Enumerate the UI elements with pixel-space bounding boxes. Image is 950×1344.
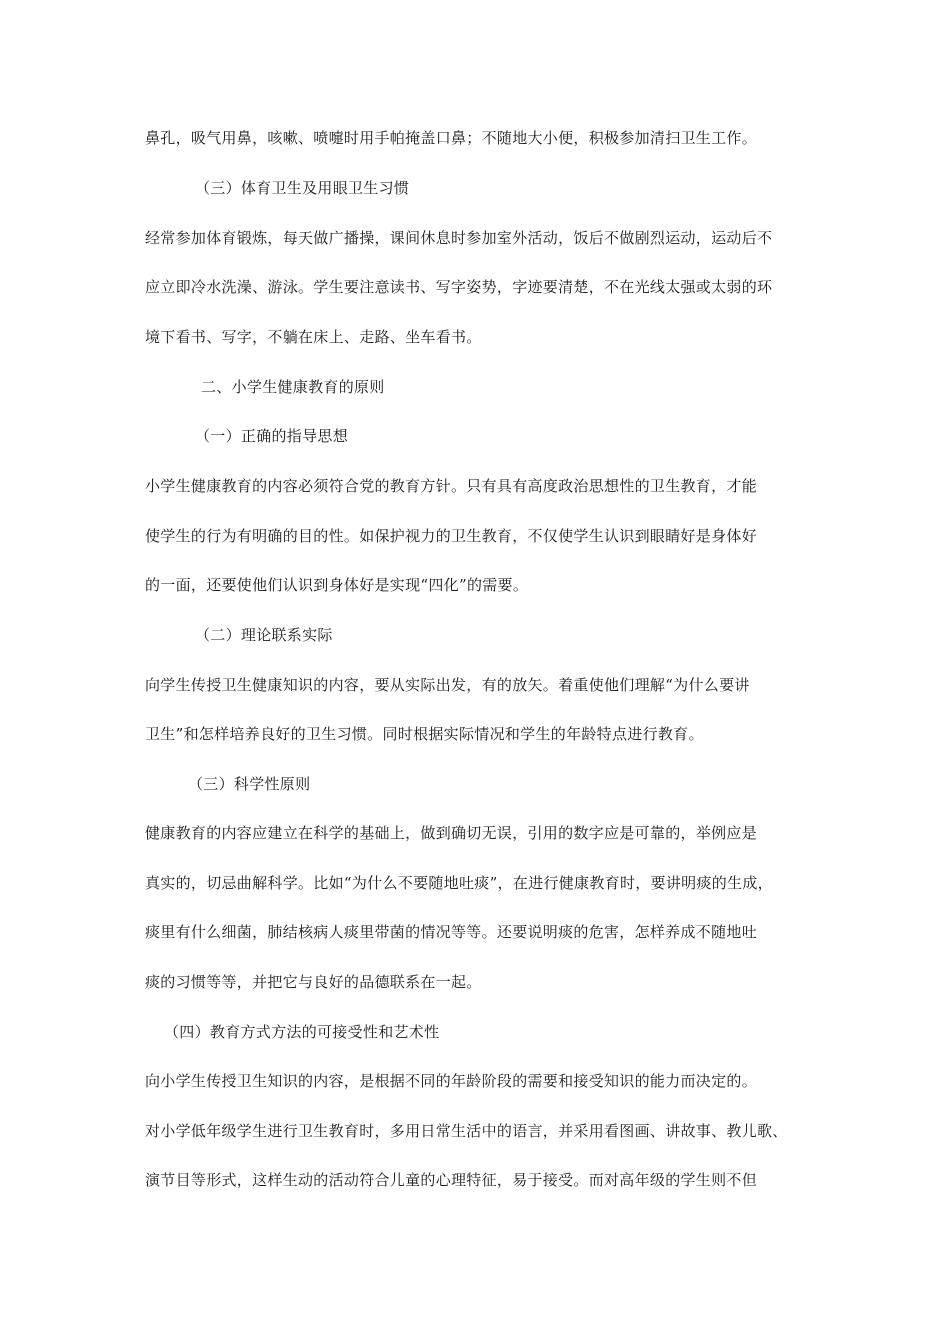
subsection-heading: （一）正确的指导思想 <box>195 427 349 445</box>
body-text-line: 鼻孔，吸气用鼻，咳嗽、喷嚏时用手帕掩盖口鼻；不随地大小便，积极参加清扫卫生工作。 <box>145 129 758 147</box>
body-text-line: 向学生传授卫生健康知识的内容，要从实际出发，有的放矢。着重使他们理解“为什么要讲 <box>145 676 750 694</box>
body-text-line: 痰的习惯等等，并把它与良好的品德联系在一起。 <box>145 973 482 991</box>
body-text-line: 经常参加体育锻炼，每天做广播操，课间休息时参加室外活动，饭后不做剧烈运动，运动后不 <box>145 229 773 247</box>
body-text-line: 使学生的行为有明确的目的性。如保护视力的卫生教育，不仅使学生认识到眼睛好是身体好 <box>145 527 758 545</box>
body-text-line: 真实的，切忌曲解科学。比如“为什么不要随地吐痰”，在进行健康教育时，要讲明痰的生成， <box>145 874 773 892</box>
subsection-heading: （二）理论联系实际 <box>195 626 333 644</box>
section-heading: 二、小学生健康教育的原则 <box>201 378 385 396</box>
subsection-heading: （三）科学性原则 <box>188 775 311 793</box>
body-text-line: 对小学低年级学生进行卫生教育时，多用日常生活中的语言，并采用看图画、讲故事、教儿歌、 <box>145 1122 788 1140</box>
body-text-line: 向小学生传授卫生知识的内容，是根据不同的年龄阶段的需要和接受知识的能力而决定的。 <box>145 1072 758 1090</box>
subsection-heading: （四）教育方式方法的可接受性和艺术性 <box>164 1023 440 1041</box>
body-text-line: 演节目等形式，这样生动的活动符合儿童的心理特征，易于接受。而对高年级的学生则不但 <box>145 1171 758 1189</box>
body-text-line: 卫生”和怎样培养良好的卫生习惯。同时根据实际情况和学生的年龄特点进行教育。 <box>145 725 704 743</box>
body-text-line: 境下看书、写字，不躺在床上、走路、坐车看书。 <box>145 328 482 346</box>
body-text-line: 的一面，还要使他们认识到身体好是实现“四化”的需要。 <box>145 576 529 594</box>
subsection-heading: （三）体育卫生及用眼卫生习惯 <box>195 179 410 197</box>
body-text-line: 小学生健康教育的内容必须符合党的教育方针。只有具有高度政治思想性的卫生教育，才能 <box>145 477 758 495</box>
body-text-line: 痰里有什么细菌，肺结核病人痰里带菌的情况等等。还要说明痰的危害，怎样养成不随地吐 <box>145 923 758 941</box>
body-text-line: 应立即冷水洗澡、游泳。学生要注意读书、写字姿势，字迹要清楚，不在光线太强或太弱的环 <box>145 278 773 296</box>
body-text-line: 健康教育的内容应建立在科学的基础上，做到确切无误，引用的数字应是可靠的，举例应是 <box>145 824 758 842</box>
